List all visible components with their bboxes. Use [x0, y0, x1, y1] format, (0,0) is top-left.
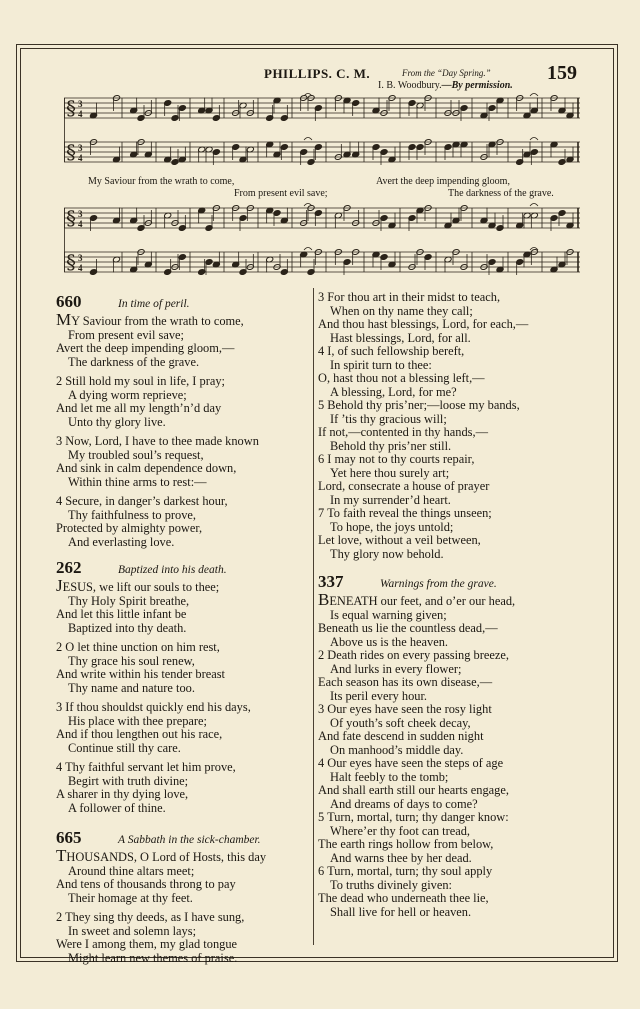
- hymn-line: 2 They sing thy deeds, as I have sung,: [56, 910, 245, 924]
- hymn-line: The earth rings hollow from below,: [318, 837, 494, 851]
- hymn-line: 4 Thy faithful servant let him prove,: [56, 760, 236, 774]
- page-number: 159: [547, 62, 577, 84]
- hymn-line: Continue still thy care.: [68, 740, 181, 755]
- hymn-line: Of youth’s soft cheek decay,: [330, 715, 471, 730]
- hymn-line: Around thine altars meet;: [68, 863, 195, 878]
- hymn-line: [318, 590, 588, 609]
- hymn-line: And shall earth still our hearts engage,: [318, 783, 509, 797]
- time-signature-bottom: 4: [78, 219, 83, 229]
- hymn-line: And let me all my length’n’d day: [56, 401, 222, 415]
- hymn-line: On manhood’s middle day.: [330, 742, 464, 757]
- hymn-line: 4 I, of such fellowship bereft,: [318, 344, 465, 358]
- hymn-line: If ’tis thy gracious will;: [330, 411, 447, 426]
- hymn-line: Behold thy pris’ner still.: [330, 438, 452, 453]
- drop-cap: T: [56, 846, 67, 865]
- drop-cap: B: [318, 590, 330, 609]
- hymn-line: And sink in calm dependence down,: [56, 461, 237, 475]
- hymn-line: A blessing, Lord, for me?: [330, 384, 457, 399]
- hymn-heading: [56, 828, 306, 849]
- hymn-line: 5 Turn, mortal, turn; thy danger know:: [318, 810, 509, 824]
- fermata-icon: [530, 204, 538, 207]
- hymn-line: Unto thy glory live.: [68, 414, 166, 429]
- hymn-line: 3 If thou shouldst quickly end his days,: [56, 700, 251, 714]
- hymn-line: And thou hast blessings, Lord, for each,—: [318, 317, 529, 331]
- hymn-line-text: Y Saviour from the wrath to come,: [71, 314, 244, 328]
- hymn-line: And write within his tender breast: [56, 667, 225, 681]
- hymn-line: In spirit turn to thee:: [330, 357, 432, 372]
- fermata-icon: [530, 138, 538, 141]
- hymn-number: 665: [56, 828, 82, 847]
- hymn-line: To truths divinely given:: [330, 877, 452, 892]
- treble-clef-icon: §: [66, 206, 76, 230]
- hymn-line: Protected by almighty power,: [56, 521, 203, 535]
- left-column: [56, 292, 306, 965]
- hymn-line: To hope, the joys untold;: [330, 519, 454, 534]
- hymn-line: Thy glory now behold.: [330, 546, 444, 561]
- hymn-line-text: ENEATH our feet, and o’er our head,: [329, 594, 516, 608]
- hymn-number: 262: [56, 558, 82, 577]
- hymn-line: Above us is the heaven.: [330, 634, 449, 649]
- music-lyric-line-4: The darkness of the grave.: [448, 188, 554, 199]
- hymn-line: Thy Holy Spirit breathe,: [68, 593, 190, 608]
- hymn-line: His place with thee prepare;: [68, 713, 207, 728]
- hymn-line: And let this little infant be: [56, 607, 187, 621]
- clef-icon: §: [66, 250, 76, 274]
- hymn-line: Shall live for hell or heaven.: [330, 904, 472, 919]
- hymn-line: And everlasting love.: [68, 534, 175, 549]
- hymn-line: Baptized into thy death.: [68, 620, 187, 635]
- hymn-line: The dead who underneath thee lie,: [318, 891, 489, 905]
- hymn-line: If not,—contented in thy hands,—: [318, 425, 488, 439]
- hymn-line: [56, 846, 306, 865]
- hymn-line: Thy name and nature too.: [68, 680, 195, 695]
- hymn-line: Halt feebly to the tomb;: [330, 769, 449, 784]
- hymn-line: In my surrender’d heart.: [330, 492, 451, 507]
- right-column: [318, 291, 588, 919]
- hymn-number: 660: [56, 292, 82, 311]
- hymn-line: 2 O let thine unction on him rest,: [56, 640, 220, 654]
- hymn-line: Lord, consecrate a house of prayer: [318, 479, 490, 493]
- hymn-line: The darkness of the grave.: [68, 354, 200, 369]
- time-signature-top: 3: [78, 253, 83, 263]
- music-lyric-line-2: From present evil save;: [234, 188, 328, 199]
- hymn-line: Avert the deep impending gloom,—: [56, 341, 235, 355]
- hymn-line-text: ESUS, we lift our souls to thee;: [62, 580, 220, 594]
- time-signature-top: 3: [78, 99, 83, 109]
- hymn-line: My troubled soul’s request,: [68, 447, 204, 462]
- hymn-line: Let love, without a veil between,: [318, 533, 481, 547]
- hymn-line: And fate descend in sudden night: [318, 729, 484, 743]
- time-signature-bottom: 4: [78, 263, 83, 273]
- hymn-heading: [318, 572, 588, 593]
- hymn-title: A Sabbath in the sick-chamber.: [118, 834, 261, 846]
- music-lyric-line-3: Avert the deep impending gloom,: [376, 176, 510, 187]
- hymn-heading: [56, 292, 306, 313]
- hymn-line: A sharer in thy dying love,: [56, 787, 189, 801]
- drop-cap: J: [56, 576, 63, 595]
- hymn-line: A dying worm reprieve;: [68, 387, 187, 402]
- hymn-line: And tens of thousands throng to pay: [56, 877, 236, 891]
- hymn-line: When on thy name they call;: [330, 303, 473, 318]
- hymn-line: And lurks in every flower;: [330, 661, 462, 676]
- column-divider: [313, 288, 314, 945]
- hymn-line: 3 Now, Lord, I have to thee made known: [56, 434, 259, 448]
- hymn-line: Thy grace his soul renew,: [68, 653, 195, 668]
- hymn-line: 4 Secure, in danger’s darkest hour,: [56, 494, 228, 508]
- hymn-title: Warnings from the grave.: [380, 578, 497, 590]
- hymn-line: 2 Still hold my soul in life, I pray;: [56, 374, 225, 388]
- hymn-line: Their homage at thy feet.: [68, 890, 193, 905]
- clef-icon: §: [66, 140, 76, 164]
- time-signature-top: 3: [78, 143, 83, 153]
- hymn-heading: [56, 558, 306, 579]
- hymn-line: Where’er thy foot can tread,: [330, 823, 471, 838]
- hymn-line: 3 For thou art in their midst to teach,: [318, 290, 501, 304]
- hymn-line: Is equal warning given;: [330, 607, 447, 622]
- hymn-line: O, hast thou not a blessing left,—: [318, 371, 485, 385]
- hymn-line: [56, 310, 306, 329]
- hymn-line: From present evil save;: [68, 327, 184, 342]
- hymn-line: Begirt with truth divine;: [68, 773, 189, 788]
- hymn-line: Hast blessings, Lord, for all.: [330, 330, 471, 345]
- hymn-line: 3 Our eyes have seen the rosy light: [318, 702, 492, 716]
- hymn-title: Baptized into his death.: [118, 564, 227, 576]
- hymn-line: And if thou lengthen out his race,: [56, 727, 223, 741]
- treble-clef-icon: §: [66, 96, 76, 120]
- tune-source: From the “Day Spring.”: [402, 68, 491, 78]
- hymn-line: And dreams of days to come?: [330, 796, 478, 811]
- hymn-line: [56, 576, 306, 595]
- hymn-line: Within thine arms to rest:—: [68, 474, 207, 489]
- hymn-line: 6 I may not to thy courts repair,: [318, 452, 475, 466]
- hymn-line: 4 Our eyes have seen the steps of age: [318, 756, 504, 770]
- music-score: [64, 92, 580, 282]
- hymn-line: Its peril every hour.: [330, 688, 428, 703]
- tune-name: PHILLIPS. C. M.: [264, 66, 371, 81]
- hymn-line: Each season has its own disease,—: [318, 675, 493, 689]
- time-signature-bottom: 4: [78, 109, 83, 119]
- hymn-line: Thy faithfulness to prove,: [68, 507, 197, 522]
- hymn-line: In sweet and solemn lays;: [68, 923, 197, 938]
- hymn-line: 6 Turn, mortal, turn; thy soul apply: [318, 864, 493, 878]
- hymn-line: Beneath us lie the countless dead,—: [318, 621, 498, 635]
- hymn-line: And warns thee by her dead.: [330, 850, 472, 865]
- composer-credit: I. B. Woodbury.—By permission.: [378, 80, 513, 91]
- hymn-line: Were I among them, my glad tongue: [56, 937, 238, 951]
- music-lyric-line-1: My Saviour from the wrath to come,: [88, 176, 235, 187]
- drop-cap: M: [56, 310, 72, 329]
- hymn-line: Yet here thou surely art;: [330, 465, 450, 480]
- fermata-icon: [304, 248, 312, 251]
- time-signature-bottom: 4: [78, 153, 83, 163]
- hymn-line-text: HOUSANDS, O Lord of Hosts, this day: [66, 850, 267, 864]
- fermata-icon: [530, 94, 538, 97]
- hymn-line: Might learn new themes of praise.: [68, 950, 238, 965]
- hymn-number: 337: [318, 572, 344, 591]
- time-signature-top: 3: [78, 209, 83, 219]
- hymn-line: 7 To faith reveal the things unseen;: [318, 506, 492, 520]
- hymn-line: 2 Death rides on every passing breeze,: [318, 648, 509, 662]
- hymn-line: A follower of thine.: [68, 800, 166, 815]
- hymn-line: 5 Behold thy pris’ner;—loose my bands,: [318, 398, 520, 412]
- hymn-title: In time of peril.: [118, 298, 190, 310]
- fermata-icon: [304, 138, 312, 141]
